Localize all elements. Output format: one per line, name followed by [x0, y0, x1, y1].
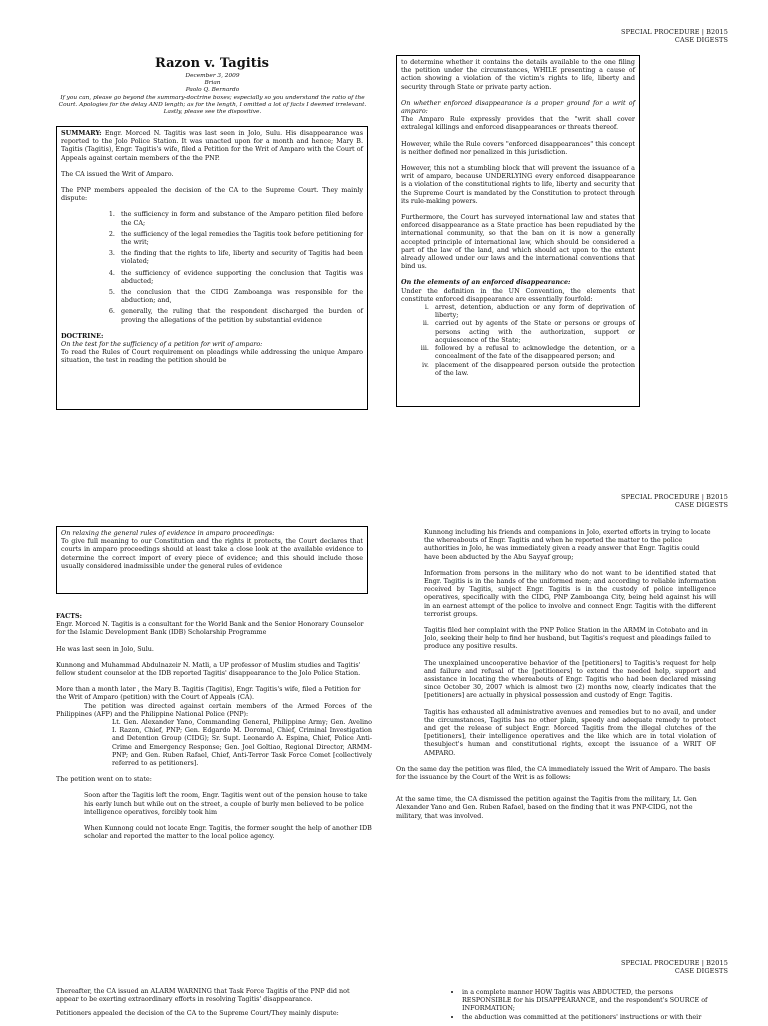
right-p3: However, while the Rule covers "enforced disappearances" this concept is neither defined nor penalized in this jurisdiction.: [401, 139, 635, 156]
bullet-item: • in a complete manner HOW Tagitis was ABDUCTED, the persons RESPONSIBLE for his DISAPPEARANCE, and the respondent's SOURCE of INFORMATION;: [462, 988, 716, 1013]
page3-right-column: [440, 988, 716, 1021]
dispute-item: 6. generally, the ruling that the respondent discharged the burden of proving the allegations of the petition by substantial evidence: [117, 307, 363, 323]
dispute-item: 3. the finding that the rights to life, liberty and security of Tagitis had been violated;: [117, 249, 363, 265]
dispute-item: 2. the sufficiency of the legal remedies the Tagitis took before petitioning for the writ;: [117, 230, 363, 246]
facts-right-column: [396, 528, 716, 828]
fact-p: The petition went on to state:: [56, 775, 152, 784]
right-heading-6: On the elements of an enforced disappearance:: [401, 278, 571, 287]
fact-p: At the same time, the CA dismissed the petition against the Tagitis from the military, Lt. Gen Alexander Yano and Gen. Ruben Rafael, based on the finding that it was PNP-CIDG, not the military, that was involved.: [396, 795, 697, 820]
fact-p: Tagitis has exhausted all administrative avenues and remedies but to no avail, and under the circumstances, Tagitis has no other plain, speedy and adequate remedy to protect and get the release of subject Engr. Morced Tagitis from the illegal clutches of the [petitioners], their intelligence operatives and the like which are in total violation of thesubject's human and constitutional rights, except the issuance of a WRIT OF AMPARO.: [424, 707, 716, 757]
dispute-bullets: [440, 988, 716, 1021]
page-header-1: [621, 28, 728, 44]
fact-p: Kunnong including his friends and companions in Jolo, exerted efforts in trying to locate the whereabouts of Engr. Tagitis and when he reported the matter to the police authorities in Jolo, he was immediately given a ready answer that Engr. Tagitis could have been abducted by the Abu Sayyaf group;: [424, 528, 711, 561]
doctrine-continued-box: [396, 55, 640, 407]
right-p2: The Amparo Rule expressly provides that the "writ shall cover extralegal killings and enforced disappearances or threats thereof.: [401, 115, 635, 132]
right-p4: However, this not a stumbling block that will prevent the issuance of a writ of amparo, because UNDERLYING every enforced disappearance is a violation of the constitutional rights to life, liberty and security that the Supreme Court is mandated by the Constitution to protect through its rule-making powers.: [401, 164, 635, 205]
doctrine-subheading: On the test for the sufficiency of a petition for writ of amparo:: [61, 340, 263, 349]
header-line2: CASE DIGESTS: [674, 36, 728, 44]
facts-column: [56, 612, 372, 848]
elements-list: [401, 303, 635, 377]
evidence-heading: On relaxing the general rules of evidence in amparo proceedings:: [61, 529, 275, 537]
header-line1: SPECIAL PROCEDURE | B2015: [621, 493, 728, 501]
fact-p: Information from persons in the military who do not want to be identified stated that Engr. Tagitis is in the hands of the uniformed men; and according to reliable information received by Tagitis, subject Engr. Tagitis is in the custody of police intelligence operatives, specifically with the CIDG, PNP Zamboanga City, being held against his will in an earnest attempt of the police to involve and connect Engr. Tagitis with the different terrorist groups.: [424, 568, 716, 618]
right-p1: to determine whether it contains the details available to the one filing the petition under the circumstances, WHILE presenting a cause of action showing a violation of the victim's rights to life, liberty and security through State or private party action.: [401, 58, 635, 91]
right-heading-2: On whether enforced disappearance is a proper ground for a writ of amparo:: [401, 98, 635, 116]
fact-p: On the same day the petition was filed, the CA immediately issued the Writ of Amparo. The basis for the issuance by the Court of the Writ is as follows:: [396, 764, 711, 782]
fact-p: Tagitis filed her complaint with the PNP Police Station in the ARMM in Cotobato and in Jolo, seeking their help to find her husband, but Tagitis's request and pleadings failed to produce any positive results.: [424, 626, 711, 651]
header-line2: CASE DIGESTS: [674, 967, 728, 975]
element-item: iii. followed by a refusal to acknowledge the detention, or a concealment of the fate of the disappeared person; and: [431, 344, 635, 360]
element-item: ii. carried out by agents of the State or persons or groups of persons acting with the authorization, support or acquiescence of the State;: [431, 319, 635, 344]
author-note: If you can, please go beyond the summary-doctrine boxes; especially so you understand the ratio of the Court. Apologies for the delay AND length; as for the length, I omitted a lot of facts I deemed irrelevant. Lastly, please see the dispositive.: [58, 94, 367, 116]
dispute-item: 5. the conclusion that the CIDG Zamboanga was responsible for the abduction; and,: [117, 288, 363, 304]
page-header-2: [621, 493, 728, 509]
title-meta: [55, 73, 370, 116]
element-item: i. arrest, detention, abduction or any form of deprivation of liberty;: [431, 303, 635, 319]
page-header-3: [621, 959, 728, 975]
case-date: December 3, 2009: [185, 73, 240, 79]
summary-p3: The PNP members appealed the decision of the CA to the Supreme Court. They mainly dispute:: [61, 186, 363, 203]
fact-p: Petitioners appealed the decision of the CA to the Supreme Court/They mainly dispute:: [56, 1009, 339, 1018]
summary-text: Engr. Morced N. Tagitis was last seen in Jolo, Sulu. His disappearance was reported to the Jolo Police Station. It was unacted upon for a month and hence; Mary B. Tagitis (Tagitis), Engr. Tagitis's wife, filed a Petition for the Writ of Amparo with the Court of Appeals against certain members of the the PNP.: [61, 129, 363, 162]
fact-p: When Kunnong could not locate Engr. Tagitis, the former sought the help of another IDB scholar and reported the matter to the local police agency.: [84, 824, 372, 841]
fact-p: He was last seen in Jolo, Sulu.: [56, 644, 154, 653]
header-line1: SPECIAL PROCEDURE | B2015: [621, 28, 728, 36]
summary-p2: The CA issued the Writ of Amparo.: [61, 169, 174, 178]
author-2: Paolo Q. Bernardo: [185, 87, 240, 94]
evidence-box: [56, 526, 368, 594]
summary-doctrine-box: [56, 126, 368, 410]
fact-p: More than a month later , the Mary B. Tagitis (Tagitis), Engr. Tagitis's wife, filed a Petition for the Writ of Amparo (petition) with the Court of Appeals (CA).: [56, 685, 361, 702]
dispute-item: 4. the sufficiency of evidence supporting the conclusion that Tagitis was abducted;: [117, 269, 363, 285]
facts-label: FACTS:: [56, 612, 82, 620]
document-title: Razon v. Tagitis: [155, 56, 269, 71]
fact-p: Kunnong and Muhammad Abdulnazeir N. Matli, a UP professor of Muslim studies and Tagitis' fellow student counselor at the IDB reported Tagitis' disappearance to the Jolo Police Station.: [56, 660, 361, 678]
header-line1: SPECIAL PROCEDURE | B2015: [621, 959, 728, 967]
dispute-list: [61, 210, 363, 323]
fact-p: The unexplained uncooperative behavior of the [petitioners] to Tagitis's request for help and failure and refusal of the [petitioners] to extend the needed help, support and assistance in locating the whereabouts of Engr. Tagitis who had been declared missing since October 30, 2007 which is almost two (2) months now, clearly indicates that the [petitioners] are actually in physical possession and custody of Engr. Tagitis.: [424, 658, 716, 700]
author-1: Brian: [204, 80, 221, 87]
doctrine-text: To read the Rules of Court requirement on pleadings while addressing the unique Amparo situation, the test in reading the petition should be: [61, 348, 363, 365]
summary-label: SUMMARY:: [61, 129, 102, 137]
header-line2: CASE DIGESTS: [674, 501, 728, 509]
fact-p: Soon after the Tagitis left the room, Engr. Tagitis went out of the pension house to take his early lunch but while out on the street, a couple of burly men believed to be police intelligence operatives, forcibly took him: [84, 791, 368, 816]
fact-p: Lt. Gen. Alexander Yano, Commanding General, Philippine Army; Gen. Avelino I. Razon, Chief, PNP; Gen. Edgardo M. Doromal, Chief, Criminal Investigation and Detention Group (CIDG); Sr. Supt. Leonardo A. Espina, Chief, Police Anti-Crime and Emergency Response; Gen. Joel Goltiao, Regional Director, ARMM-PNP; and Gen. Ruben Rafael, Chief, Anti-Terror Task Force Comet [collectively referred to as petitioners].: [112, 718, 372, 768]
bullet-item: • the abduction was committed at the petitioners' instructions or with their: [462, 1013, 716, 1021]
fact-p: Thereafter, the CA issued an ALARM WARNING that Task Force Tagitis of the PNP did not appear to be exerting extraordinary efforts in resolving Tagitis' disappearance.: [56, 987, 350, 1004]
dispute-item: 1. the sufficiency in form and substance of the Amparo petition filed before the CA;: [117, 210, 363, 226]
right-p6: Under the definition in the UN Convention, the elements that constitute enforced disappearance are essentially fourfold:: [401, 286, 635, 303]
fact-p: Engr. Morced N. Tagitis is a consultant for the World Bank and the Senior Honorary Counselor for the Islamic Development Bank (IDB) Scholarship Programme: [56, 620, 364, 637]
right-p5: Furthermore, the Court has surveyed international law and states that enforced disappearance as a State practice has been repudiated by the international community, so that the ban on it is now a generally accepted principle of international law, which should be considered a part of the law of the land, and which should act upon to the extent already allowed under our laws and the international conventions that bind us.: [401, 213, 635, 271]
fact-p: The petition was directed against certain members of the Armed Forces of the Philippines (AFP) and the Philippine National Police (PNP):: [56, 701, 372, 718]
evidence-text: To give full meaning to our Constitution and the rights it protects, the Court declares that courts in amparo proceedings should at least take a close look at the available evidence to determine the correct import of every piece of evidence; and this should include those usually considered inadmissible under the general rules of evidence: [61, 537, 363, 570]
doctrine-label: DOCTRINE:: [61, 331, 104, 340]
element-item: iv. placement of the disappeared person outside the protection of the law.: [431, 361, 635, 377]
page3-left-column: [56, 987, 372, 1026]
